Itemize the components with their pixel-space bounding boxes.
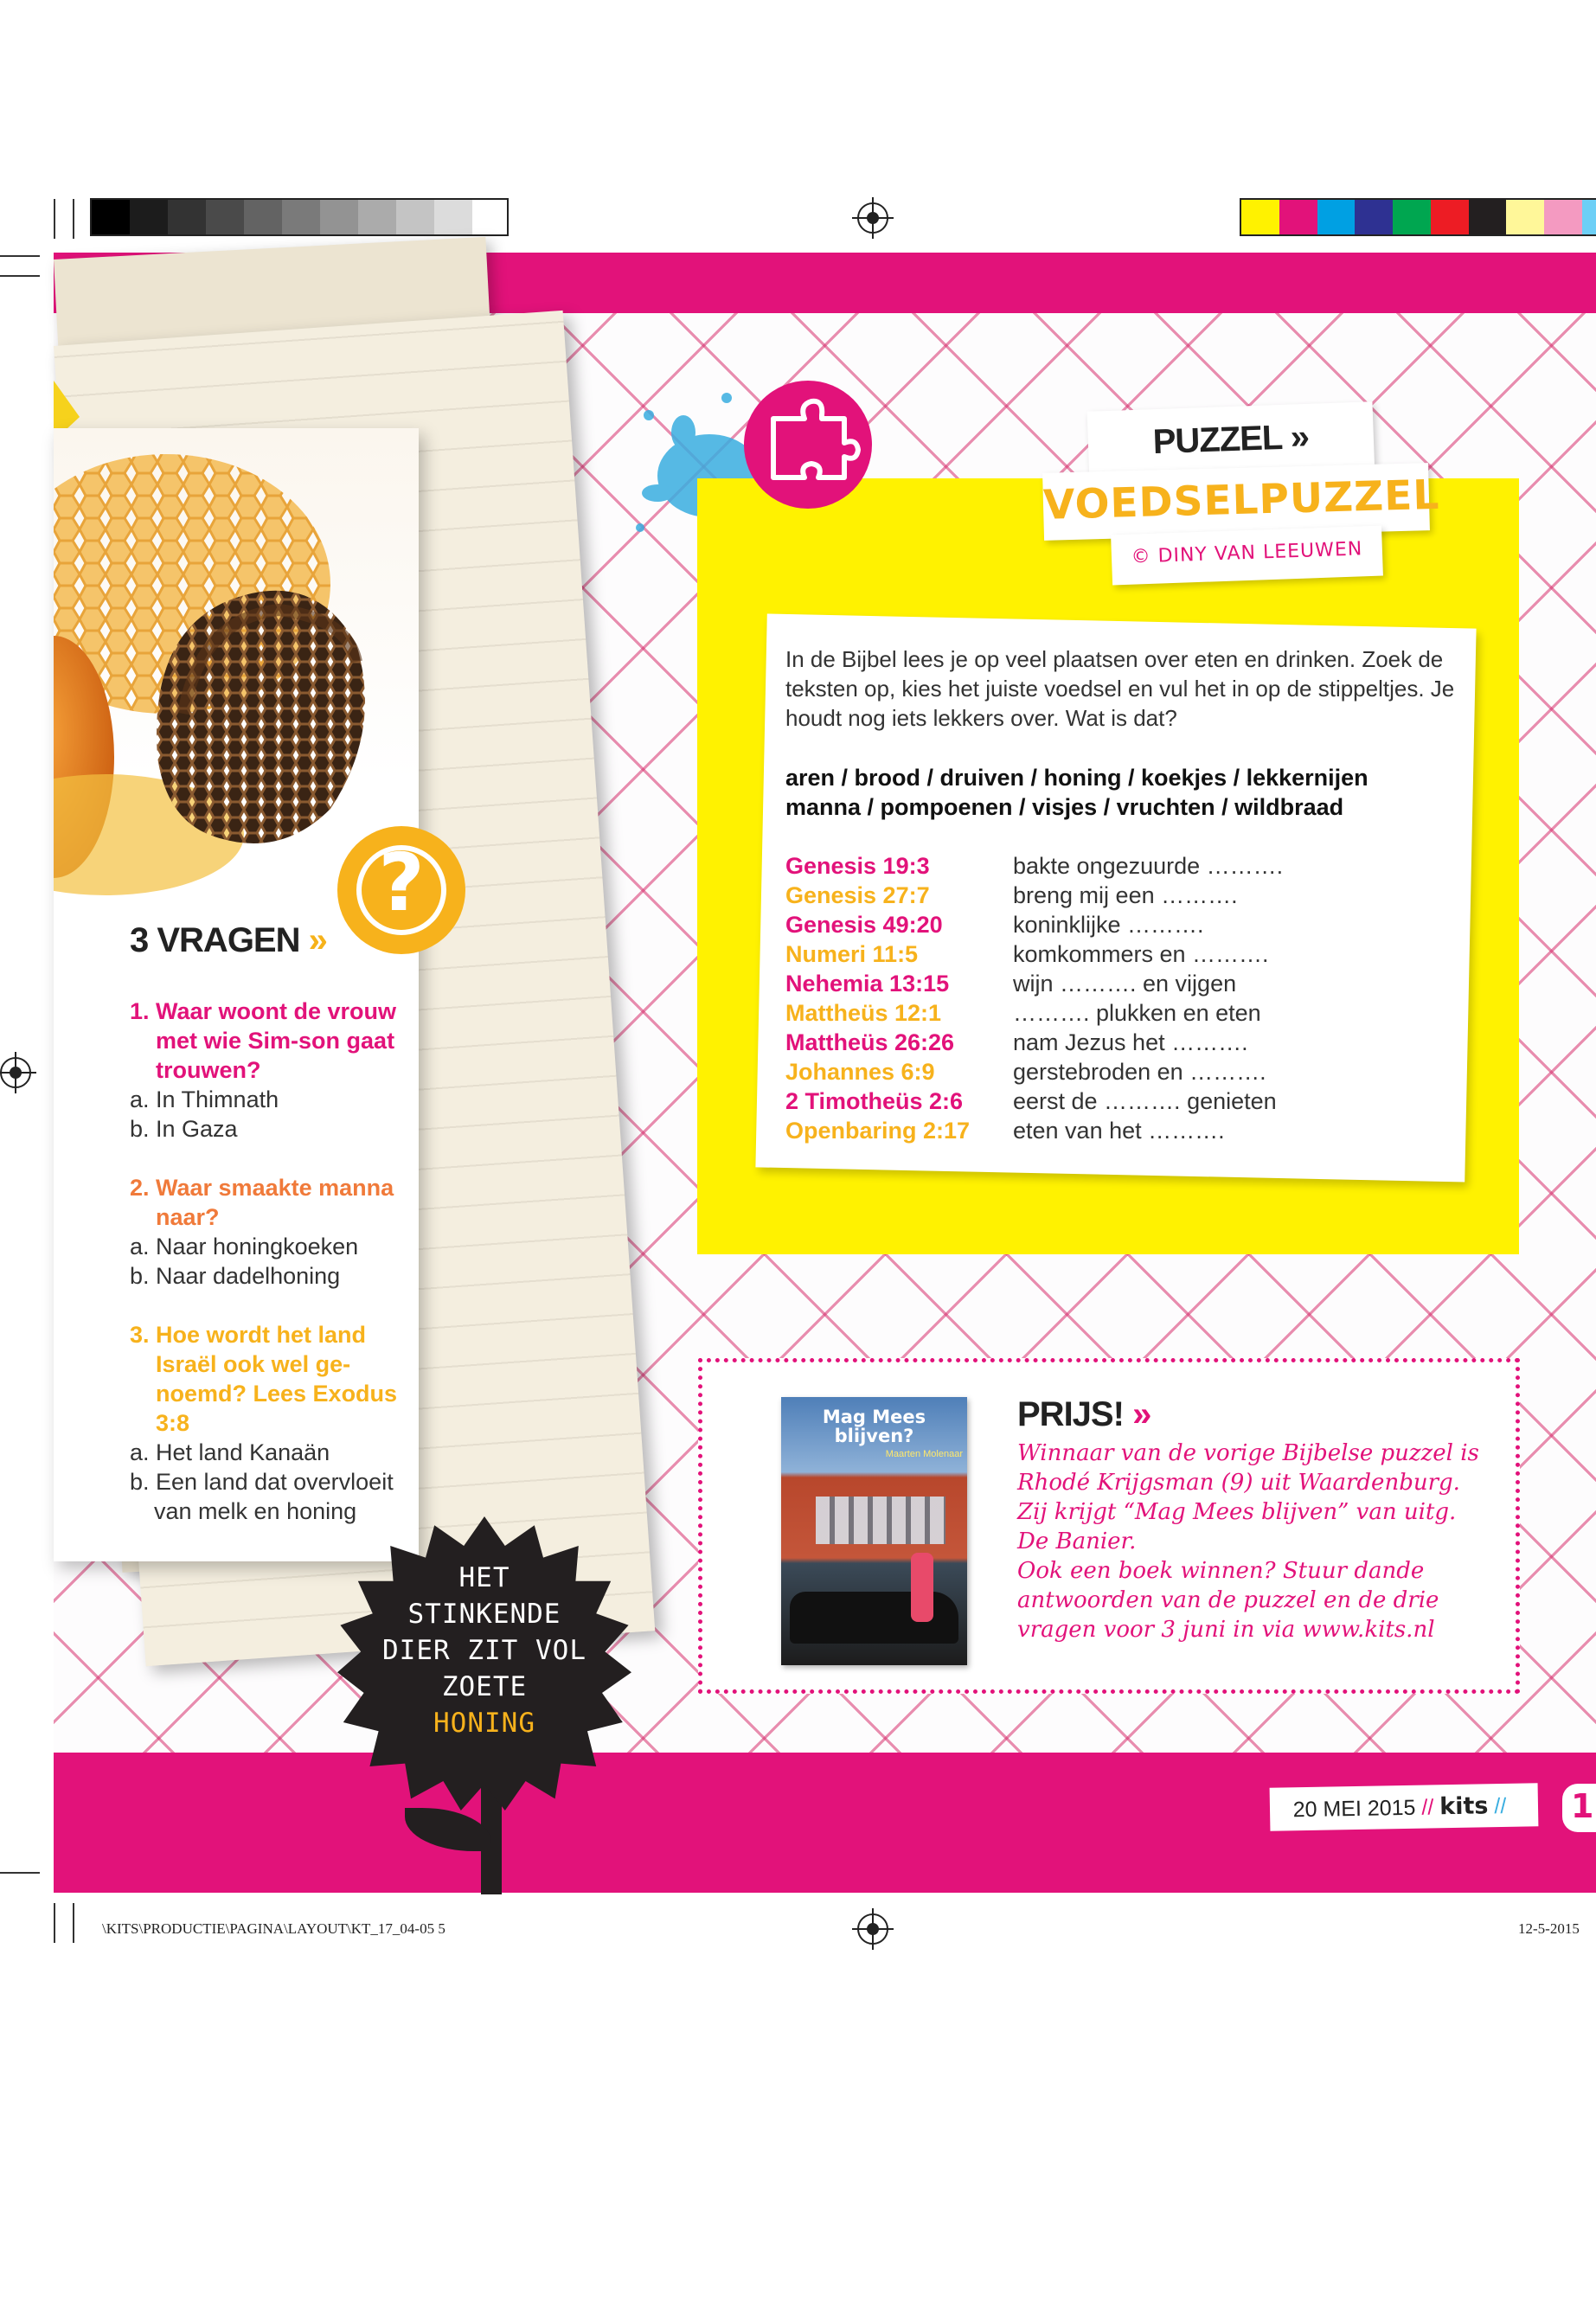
registration-mark-icon (857, 202, 888, 234)
book-title: Mag Mees blijven? (822, 1407, 926, 1446)
question-text: 2. Waar smaakte manna naar? (130, 1175, 394, 1230)
reference-row: Genesis 19:3 bakte ongezuurde ………. (785, 853, 1284, 879)
reference-list (785, 851, 1469, 1145)
registration-mark-icon (0, 1057, 31, 1088)
puzzle-piece-icon (744, 381, 872, 509)
question-item (130, 1320, 407, 1526)
registration-mark-icon (857, 1913, 888, 1945)
starburst-text: HET STINKENDE DIER ZIT VOL ZOETE HONING (382, 1562, 586, 1739)
slug-date: 12-5-2015 (1518, 1920, 1580, 1937)
crop-mark (0, 275, 40, 277)
grayscale-calibration-bar (90, 198, 509, 236)
page-number: 1 (1571, 1787, 1594, 1825)
question-mark-icon: ? (378, 836, 425, 929)
puzzle-title: VOEDSELPUZZEL (1042, 471, 1440, 529)
answer-option: a. Het land Kanaän (130, 1439, 330, 1465)
credit-label (1111, 526, 1383, 586)
color-calibration-bar (1240, 198, 1596, 236)
page-number-tab (1562, 1784, 1596, 1832)
brand-name: kits (1439, 1792, 1489, 1821)
reference-row: 2 Timotheüs 2:6 eerst de ………. genieten (785, 1088, 1277, 1114)
crop-mark (0, 1872, 40, 1874)
footer-label: 20 MEI 2015 // kits // (1270, 1783, 1539, 1830)
reference-row: Mattheüs 26:26 nam Jezus het ………. (785, 1029, 1248, 1055)
questions-heading: 3 VRAGEN » (130, 921, 327, 959)
reference-row: Genesis 49:20 koninklijke ………. (785, 912, 1204, 938)
reference-row: Openbaring 2:17 eten van het ………. (785, 1118, 1225, 1144)
questions-list (130, 997, 407, 1526)
puzzle-intro: In de Bijbel lees je op veel plaatsen over eten en drinken. Zoek de teksten op, kies het juiste voedsel en vul het in op de stippeltjes. Je houdt nog iets lekkers over. Wat is dat? (785, 646, 1455, 731)
answer-option: b. In Gaza (130, 1116, 238, 1142)
answer-option: a. Naar honingkoeken (130, 1234, 359, 1259)
crop-mark (0, 255, 40, 257)
answer-option: b. Een land dat overvloeit van melk en honing (130, 1469, 394, 1524)
reference-row: Nehemia 13:15 wijn ………. en vijgen (785, 971, 1237, 997)
crop-mark (73, 1903, 74, 1943)
reference-row: Johannes 6:9 gerstebroden en ………. (785, 1059, 1266, 1085)
puzzle-badge (744, 381, 872, 509)
issue-date: 20 MEI 2015 (1292, 1795, 1416, 1823)
question-item (130, 1173, 407, 1291)
question-text: 1. Waar woont de vrouw met wie Sim-son gaat trouwen? (130, 998, 397, 1083)
puzzle-credit: © DINY VAN LEEUWEN (1131, 538, 1363, 568)
section-label: PUZZEL » (1087, 401, 1375, 484)
answer-option: a. In Thimnath (130, 1086, 279, 1112)
answer-option: b. Naar dadelhoning (130, 1263, 341, 1289)
slug-path: \KITS\PRODUCTIE\PAGINA\LAYOUT\KT_17_04-05 5 (102, 1920, 445, 1937)
book-author: Maarten Molenaar (885, 1449, 963, 1459)
question-item (130, 997, 407, 1144)
crop-mark (73, 199, 74, 239)
crop-mark (54, 1903, 55, 1943)
prize-text: Winnaar van de vorige Bijbelse puzzel is Rhodé Krijgsman (9) uit Waardenburg. Zij krijgt “Mag Mees blijven” van uitg. De Banier. Ook een boek winnen? Stuur dande antwoorden van de puzzel en de drie vragen voor 3 juni in via www.kits.nl (1017, 1440, 1479, 1643)
word-list: aren / brood / druiven / honing / koekjes / lekkernijen manna / pompoenen / visjes / vruchten / wildbraad (785, 765, 1368, 820)
question-mark-badge (337, 826, 465, 954)
book-cover-image (781, 1397, 967, 1665)
crop-mark (54, 199, 55, 239)
reference-row: Genesis 27:7 breng mij een ………. (785, 882, 1238, 908)
question-text: 3. Hoe wordt het land Israël ook wel ge-noemd? Lees Exodus 3:8 (130, 1322, 398, 1436)
prize-heading: PRIJS! » (1017, 1395, 1151, 1433)
reference-row: Mattheüs 12:1 ………. plukken en eten (785, 1000, 1261, 1026)
reference-row: Numeri 11:5 komkommers en ………. (785, 941, 1269, 967)
